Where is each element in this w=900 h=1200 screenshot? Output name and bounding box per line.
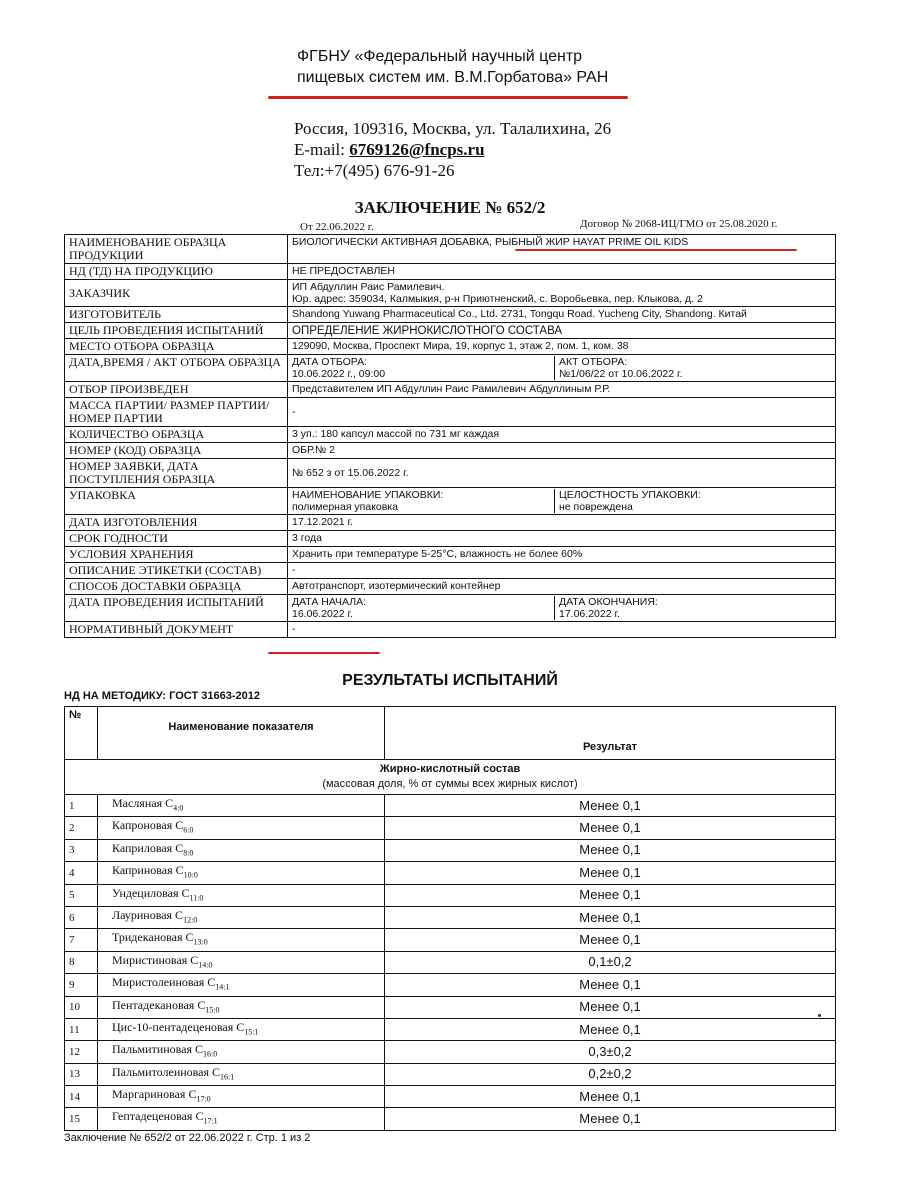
- row-result: Менее 0,1: [385, 929, 836, 951]
- group-cell: [65, 760, 836, 795]
- info-row: [65, 622, 836, 638]
- org-line-2: пищевых систем им. В.М.Горбатова» РАН: [297, 69, 609, 86]
- row-indicator: Пальмитолеиновая $С_{16:1}$: [98, 1063, 385, 1085]
- table-row: [65, 817, 836, 839]
- info-key: НОМЕР ЗАЯВКИ, ДАТА ПОСТУПЛЕНИЯ ОБРАЗЦА: [65, 459, 288, 488]
- org-phone: Тел:+7(495) 676-91-26: [294, 161, 455, 180]
- info-value: ДАТА НАЧАЛА: 16.06.2022 г. ДАТА ОКОНЧАНИЯ: 17.06.2022 г.: [288, 595, 836, 622]
- info-key: СРОК ГОДНОСТИ: [65, 531, 288, 547]
- row-result: Менее 0,1: [385, 996, 836, 1018]
- info-key: ИЗГОТОВИТЕЛЬ: [65, 307, 288, 323]
- sample-info-table: [64, 234, 836, 638]
- info-row: [65, 547, 836, 563]
- info-key: УСЛОВИЯ ХРАНЕНИЯ: [65, 547, 288, 563]
- row-number: 14: [65, 1086, 98, 1108]
- row-indicator: Миристиновая $С_{14:0}$: [98, 951, 385, 973]
- results-table: [64, 706, 836, 1131]
- table-row: [65, 1063, 836, 1085]
- row-number: 6: [65, 906, 98, 928]
- org-email[interactable]: 6769126@fncps.ru: [349, 140, 485, 159]
- info-row: [65, 264, 836, 280]
- info-row: [65, 488, 836, 515]
- info-value: 17.12.2021 г.: [288, 515, 836, 531]
- info-row: [65, 459, 836, 488]
- info-value: ОБР.№ 2: [288, 443, 836, 459]
- org-address: Россия, 109316, Москва, ул. Талалихина, 26: [294, 119, 612, 138]
- info-row: [65, 595, 836, 622]
- info-value: Хранить при температуре 5-25°С, влажность не более 60%: [288, 547, 836, 563]
- info-row: [65, 398, 836, 427]
- info-key: МЕСТО ОТБОРА ОБРАЗЦА: [65, 339, 288, 355]
- row-indicator: Масляная $С_{4:0}$: [98, 795, 385, 817]
- org-contacts: [294, 118, 611, 181]
- info-value: ОПРЕДЕЛЕНИЕ ЖИРНОКИСЛОТНОГО СОСТАВА: [288, 323, 836, 339]
- row-result: 0,2±0,2: [385, 1063, 836, 1085]
- row-number: 2: [65, 817, 98, 839]
- row-result: Менее 0,1: [385, 795, 836, 817]
- info-key: ДАТА,ВРЕМЯ / АКТ ОТБОРА ОБРАЗЦА: [65, 355, 288, 382]
- info-value: -: [288, 563, 836, 579]
- results-header-row: [65, 707, 836, 760]
- row-result: 0,1±0,2: [385, 951, 836, 973]
- row-number: 4: [65, 862, 98, 884]
- info-row: [65, 323, 836, 339]
- info-key: НАИМЕНОВАНИЕ ОБРАЗЦА ПРОДУКЦИИ: [65, 235, 288, 264]
- row-number: 10: [65, 996, 98, 1018]
- info-value: ДАТА ОТБОРА: 10.06.2022 г., 09:00 АКТ ОТБОРА: №1/06/22 от 10.06.2022 г.: [288, 355, 836, 382]
- red-underline-org: [268, 96, 628, 99]
- table-row: [65, 974, 836, 996]
- row-result: 0,3±0,2: [385, 1041, 836, 1063]
- info-value: № 652 з от 15.06.2022 г.: [288, 459, 836, 488]
- info-row: [65, 579, 836, 595]
- info-key: ОТБОР ПРОИЗВЕДЕН: [65, 382, 288, 398]
- info-value: Представителем ИП Абдуллин Раис Рамилевич Абдуллиным Р.Р.: [288, 382, 836, 398]
- row-indicator: Лауриновая $С_{12:0}$: [98, 906, 385, 928]
- row-result: Менее 0,1: [385, 1108, 836, 1130]
- row-result: Менее 0,1: [385, 974, 836, 996]
- table-row: [65, 929, 836, 951]
- info-key: ЦЕЛЬ ПРОВЕДЕНИЯ ИСПЫТАНИЙ: [65, 323, 288, 339]
- col-number-header: №: [65, 707, 98, 760]
- row-indicator: Каприловая $С_{8:0}$: [98, 839, 385, 861]
- row-number: 13: [65, 1063, 98, 1085]
- table-row: [65, 951, 836, 973]
- red-underline-product: [515, 249, 797, 251]
- red-underline-test-date: [268, 652, 380, 654]
- info-key: СПОСОБ ДОСТАВКИ ОБРАЗЦА: [65, 579, 288, 595]
- table-row: [65, 906, 836, 928]
- table-row: [65, 1041, 836, 1063]
- row-number: 7: [65, 929, 98, 951]
- table-row: [65, 839, 836, 861]
- row-number: 15: [65, 1108, 98, 1130]
- info-row: [65, 531, 836, 547]
- row-indicator: Пальмитиновая $С_{16:0}$: [98, 1041, 385, 1063]
- info-key: МАССА ПАРТИИ/ РАЗМЕР ПАРТИИ/НОМЕР ПАРТИИ: [65, 398, 288, 427]
- group-subtitle: (массовая доля, % от суммы всех жирных кислот): [322, 778, 578, 790]
- row-number: 9: [65, 974, 98, 996]
- info-key: УПАКОВКА: [65, 488, 288, 515]
- doc-date: От 22.06.2022 г.: [300, 221, 374, 233]
- info-key: КОЛИЧЕСТВО ОБРАЗЦА: [65, 427, 288, 443]
- col-result-header: Результат: [385, 707, 836, 760]
- info-value: 3 года: [288, 531, 836, 547]
- info-value: ИП Абдуллин Раис Рамилевич. Юр. адрес: 359034, Калмыкия, р-н Приютненский, с. Воробьевка, пер. Клыкова, д. 2: [288, 280, 836, 307]
- org-header: [297, 46, 608, 88]
- info-key: НОМЕР (КОД) ОБРАЗЦА: [65, 443, 288, 459]
- row-indicator: Тридекановая $С_{13:0}$: [98, 929, 385, 951]
- row-result: Менее 0,1: [385, 839, 836, 861]
- info-value: БИОЛОГИЧЕСКИ АКТИВНАЯ ДОБАВКА, РЫБНЫЙ ЖИР HAYAT PRIME OIL KIDS: [288, 235, 836, 264]
- scan-speck: [818, 1014, 821, 1017]
- info-row: [65, 443, 836, 459]
- info-value: 129090, Москва, Проспект Мира, 19, корпус 1, этаж 2, пом. 1, ком. 38: [288, 339, 836, 355]
- org-line-1: ФГБНУ «Федеральный научный центр: [297, 48, 583, 65]
- row-number: 8: [65, 951, 98, 973]
- row-indicator: Маргариновая $С_{17:0}$: [98, 1086, 385, 1108]
- row-indicator: Каприновая $С_{10:0}$: [98, 862, 385, 884]
- row-number: 11: [65, 1018, 98, 1040]
- info-key: ДАТА ПРОВЕДЕНИЯ ИСПЫТАНИЙ: [65, 595, 288, 622]
- row-result: Менее 0,1: [385, 884, 836, 906]
- table-row: [65, 1018, 836, 1040]
- row-number: 5: [65, 884, 98, 906]
- row-indicator: Миристолеиновая $С_{14:1}$: [98, 974, 385, 996]
- info-row: [65, 427, 836, 443]
- method-reference: НД НА МЕТОДИКУ: ГОСТ 31663-2012: [64, 690, 260, 702]
- results-group-row: [65, 760, 836, 795]
- info-value: НАИМЕНОВАНИЕ УПАКОВКИ: полимерная упаковка ЦЕЛОСТНОСТЬ УПАКОВКИ: не повреждена: [288, 488, 836, 515]
- group-title: Жирно-кислотный состав: [379, 763, 521, 775]
- info-row: [65, 515, 836, 531]
- info-row: [65, 355, 836, 382]
- info-value: -: [288, 398, 836, 427]
- info-row: [65, 307, 836, 323]
- info-row: [65, 280, 836, 307]
- info-value: -: [288, 622, 836, 638]
- table-row: [65, 996, 836, 1018]
- row-result: Менее 0,1: [385, 817, 836, 839]
- row-number: 1: [65, 795, 98, 817]
- org-email-line: E-mail: 6769126@fncps.ru: [294, 140, 485, 159]
- results-title: РЕЗУЛЬТАТЫ ИСПЫТАНИЙ: [342, 672, 558, 689]
- results-body: [65, 795, 836, 1131]
- doc-title: ЗАКЛЮЧЕНИЕ № 652/2: [354, 198, 546, 217]
- info-row: [65, 563, 836, 579]
- info-key: ЗАКАЗЧИК: [65, 280, 288, 307]
- info-value: Автотранспорт, изотермический контейнер: [288, 579, 836, 595]
- row-result: Менее 0,1: [385, 1018, 836, 1040]
- row-number: 12: [65, 1041, 98, 1063]
- row-indicator: Капроновая $С_{6:0}$: [98, 817, 385, 839]
- row-indicator: Пентадекановая $С_{15:0}$: [98, 996, 385, 1018]
- info-value: НЕ ПРЕДОСТАВЛЕН: [288, 264, 836, 280]
- row-indicator: Ундециловая $С_{11:0}$: [98, 884, 385, 906]
- info-key: ДАТА ИЗГОТОВЛЕНИЯ: [65, 515, 288, 531]
- info-key: НД (ТД) НА ПРОДУКЦИЮ: [65, 264, 288, 280]
- table-row: [65, 1086, 836, 1108]
- table-row: [65, 795, 836, 817]
- doc-contract: Договор № 2068-ИЦ/ГМО от 25.08.2020 г.: [580, 218, 778, 230]
- info-value: 3 уп.: 180 капсул массой по 731 мг каждая: [288, 427, 836, 443]
- row-number: 3: [65, 839, 98, 861]
- row-indicator: Гептадеценовая $С_{17:1}$: [98, 1108, 385, 1130]
- row-result: Менее 0,1: [385, 862, 836, 884]
- table-row: [65, 862, 836, 884]
- row-indicator: Цис-10-пентадеценовая $С_{15:1}$: [98, 1018, 385, 1040]
- info-key: ОПИСАНИЕ ЭТИКЕТКИ (СОСТАВ): [65, 563, 288, 579]
- page-footer: Заключение № 652/2 от 22.06.2022 г. Стр. 1 из 2: [64, 1132, 311, 1144]
- info-row: [65, 382, 836, 398]
- row-result: Менее 0,1: [385, 1086, 836, 1108]
- table-row: [65, 1108, 836, 1130]
- row-result: Менее 0,1: [385, 906, 836, 928]
- col-name-header: Наименование показателя: [98, 707, 385, 760]
- info-key: НОРМАТИВНЫЙ ДОКУМЕНТ: [65, 622, 288, 638]
- info-value: Shandong Yuwang Pharmaceutical Co., Ltd. 2731, Tongqu Road. Yucheng City, Shandong. Китай: [288, 307, 836, 323]
- info-row: [65, 339, 836, 355]
- table-row: [65, 884, 836, 906]
